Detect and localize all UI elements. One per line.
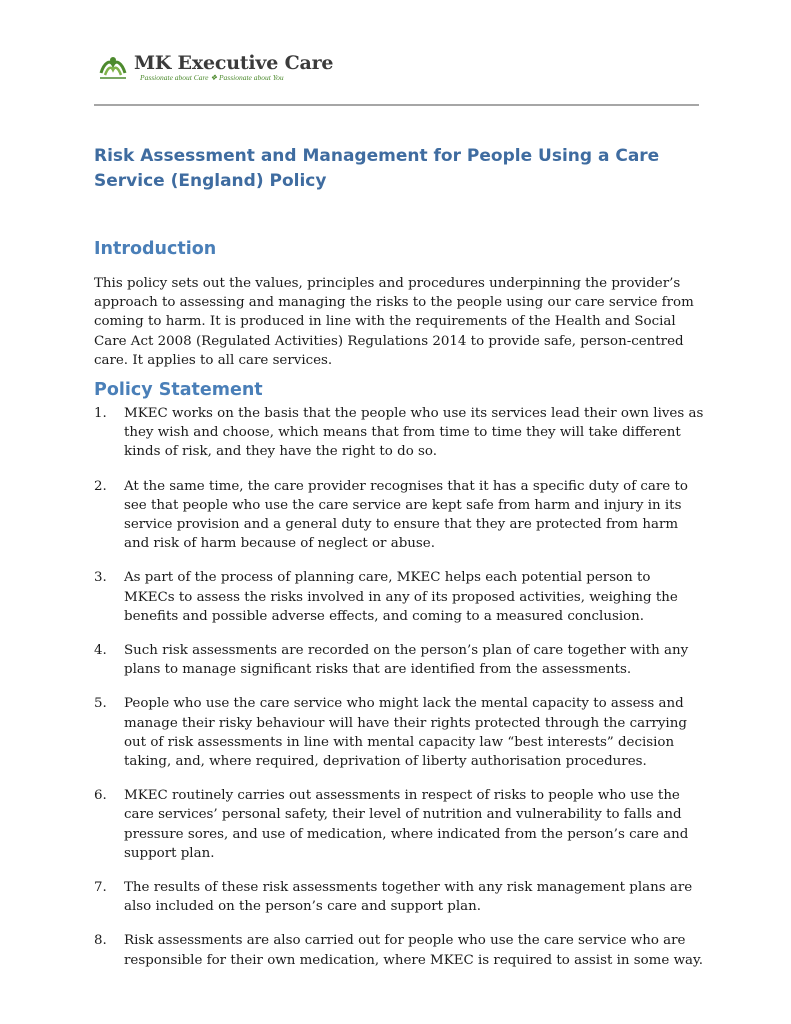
- item-text: MKEC routinely carries out assessments in respect of risks to people who use the care services’ personal safety, their level of nutrition and vulnerability to falls and pressure sores, and use of medication, where indicated from the person’s care and support plan.: [124, 788, 689, 861]
- list-item: [94, 641, 704, 679]
- item-text: People who use the care service who might lack the mental capacity to assess and manage their risky behaviour will have their rights protected through the carrying out of risk assessments in line with mental capacity law “best interests” decision taking, and, where required, deprivation of liberty authorisation procedures.: [124, 696, 687, 770]
- letterhead: [98, 50, 333, 84]
- list-item: [94, 404, 704, 462]
- item-text: As part of the process of planning care, MKEC helps each potential person to MKECs to assess the risks involved in any of its proposed activities, weighing the benefits and possible adverse effects, and coming to a measured conclusion.: [124, 570, 678, 624]
- logo-text: [134, 53, 333, 82]
- logo-tagline: Passionate about Care ❖ Passionate about You: [140, 72, 284, 82]
- list-item: [94, 931, 704, 969]
- list-item: [94, 694, 704, 771]
- list-item: [94, 878, 704, 916]
- item-number: 6.: [94, 788, 107, 804]
- introduction-paragraph: This policy sets out the values, principles and procedures underpinning the provider’s approach to assessing and managing the risks to the people using our care service from coming to harm. It is produced in line with the requirements of the Health and Social Care Act 2008 (Regulated Activities) Regulations 2014 to provide safe, person-centred care. It applies to all care services.: [94, 276, 694, 368]
- item-number: 1.: [94, 406, 107, 421]
- item-number: 4.: [94, 643, 107, 659]
- item-text: At the same time, the care provider recognises that it has a specific duty of care to see that people who use the care service are kept safe from harm and injury in its service provision and a general duty to ensure that they are protected from harm and risk of harm because of neglect or abuse.: [124, 478, 688, 552]
- list-item: [94, 477, 704, 554]
- item-text: Risk assessments are also carried out for people who use the care service who are responsible for their own medication, where MKEC is required to assist in some way.: [124, 933, 704, 968]
- care-hands-icon: [98, 53, 128, 81]
- item-text: Such risk assessments are recorded on the person’s plan of care together with any plans to manage significant risks that are identified from the assessments.: [124, 643, 689, 678]
- list-item: [94, 568, 704, 626]
- item-number: 2.: [94, 478, 107, 494]
- document-title: Risk Assessment and Management for People Using a Care Service (England) Policy: [94, 146, 660, 191]
- policy-statement-heading: Policy Statement: [94, 380, 263, 400]
- header-divider: [94, 104, 699, 106]
- item-number: 7.: [94, 880, 107, 896]
- list-item: [94, 786, 704, 863]
- item-text: The results of these risk assessments together with any risk management plans are also included on the person’s care and support plan.: [124, 880, 693, 915]
- introduction-heading: Introduction: [94, 239, 217, 259]
- logo-name: MK Executive Care: [134, 51, 334, 74]
- item-number: 3.: [94, 570, 107, 586]
- item-number: 5.: [94, 696, 107, 712]
- item-number: 8.: [94, 933, 107, 949]
- policy-statement-list: [94, 404, 704, 985]
- item-text: MKEC works on the basis that the people who use its services lead their own lives as they wish and choose, which means that from time to time they will take different kinds of risk, and they have the right to do so.: [124, 406, 704, 460]
